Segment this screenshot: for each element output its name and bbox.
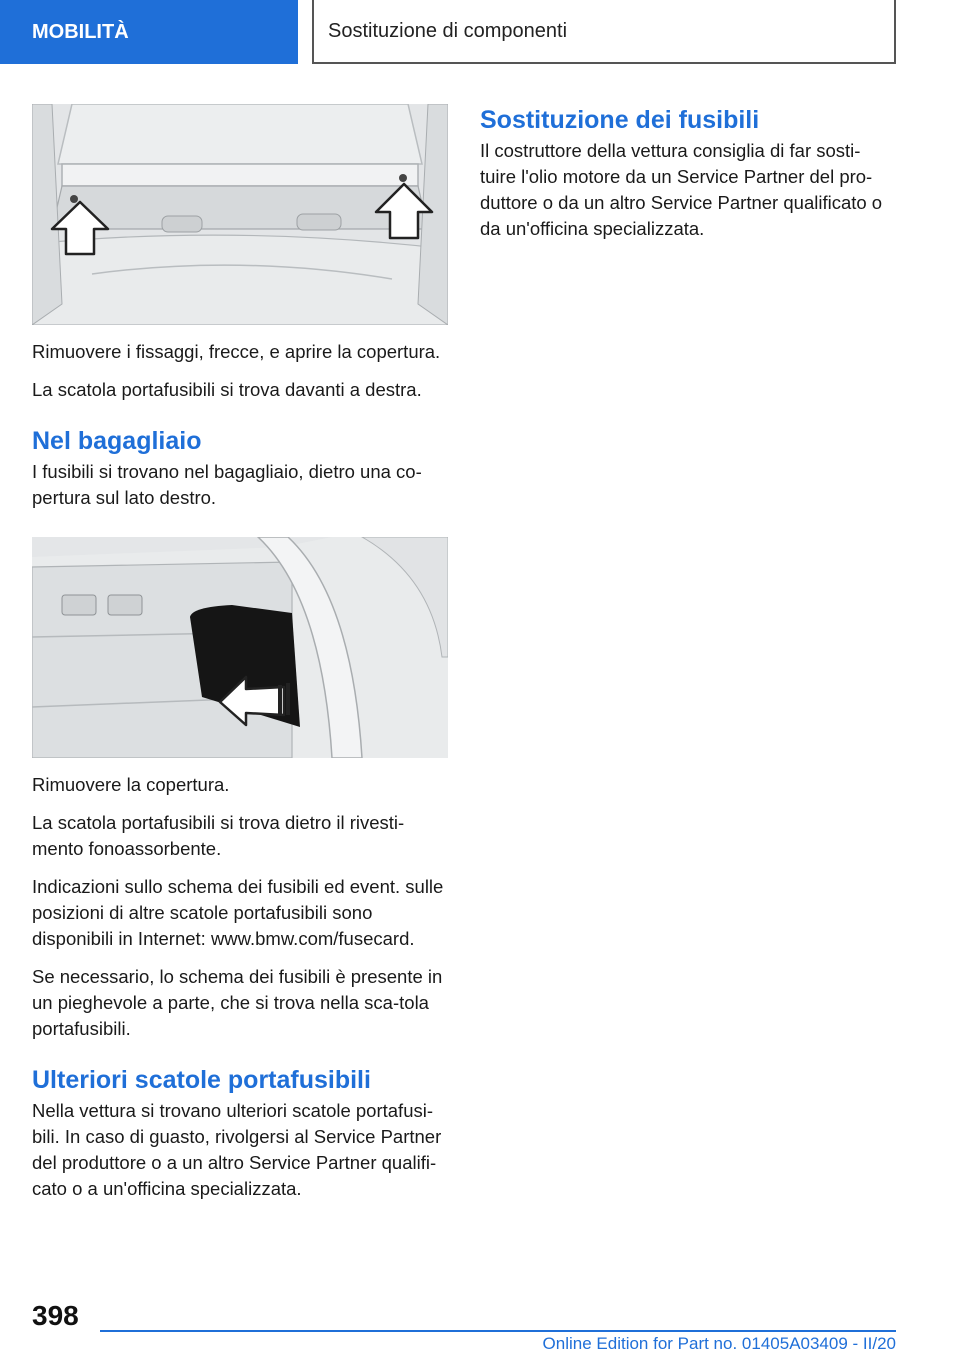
section-tab bbox=[0, 0, 298, 64]
footer-edition: Online Edition for Part no. 01405A03409 - II/20 bbox=[542, 1334, 896, 1353]
figure-caption: Rimuovere la copertura. bbox=[32, 774, 230, 795]
chapter-title-text: Sostituzione di componenti bbox=[328, 19, 568, 42]
section-heading: Sostituzione dei fusibili bbox=[480, 106, 760, 134]
figure-trunk-cover bbox=[32, 537, 448, 758]
right-column bbox=[480, 104, 896, 242]
section-heading: Ulteriori scatole portafusibili bbox=[32, 1066, 371, 1094]
left-column bbox=[32, 104, 448, 1202]
paragraph: Nella vettura si trovano ulteriori scatole portafusi-bili. In caso di guasto, rivolgersi al Service Partner del produttore o a un altro Service Partner qualifi-cato o a un'officina specializzata. bbox=[32, 1100, 442, 1199]
paragraph: La scatola portafusibili si trova davanti a destra. bbox=[32, 379, 422, 400]
section-heading: Nel bagagliaio bbox=[32, 427, 202, 455]
figure-caption: Rimuovere i fissaggi, frecce, e aprire la copertura. bbox=[32, 341, 441, 362]
paragraph: La scatola portafusibili si trova dietro il rivesti-mento fonoassorbente. bbox=[32, 812, 405, 859]
figure-cover-fasteners bbox=[32, 104, 448, 325]
page-number: 398 bbox=[32, 1300, 79, 1331]
paragraph: Indicazioni sullo schema dei fusibili ed event. sulle posizioni di altre scatole portafusibili sono disponibili in Internet: www.bmw.com/fusecard. bbox=[32, 876, 444, 949]
paragraph: Il costruttore della vettura consiglia di far sosti-tuire l'olio motore da un Service Partner del pro-duttore o da un altro Service Partner qualificato o da un'officina specializzata. bbox=[480, 140, 883, 239]
chapter-title bbox=[312, 0, 896, 64]
section-label: MOBILITÀ bbox=[32, 20, 129, 43]
paragraph: I fusibili si trovano nel bagagliaio, dietro una co-pertura sul lato destro. bbox=[32, 461, 422, 508]
paragraph: Se necessario, lo schema dei fusibili è presente in un pieghevole a parte, che si trova nella sca-tola portafusibili. bbox=[32, 966, 443, 1039]
footer-divider bbox=[100, 1330, 896, 1332]
